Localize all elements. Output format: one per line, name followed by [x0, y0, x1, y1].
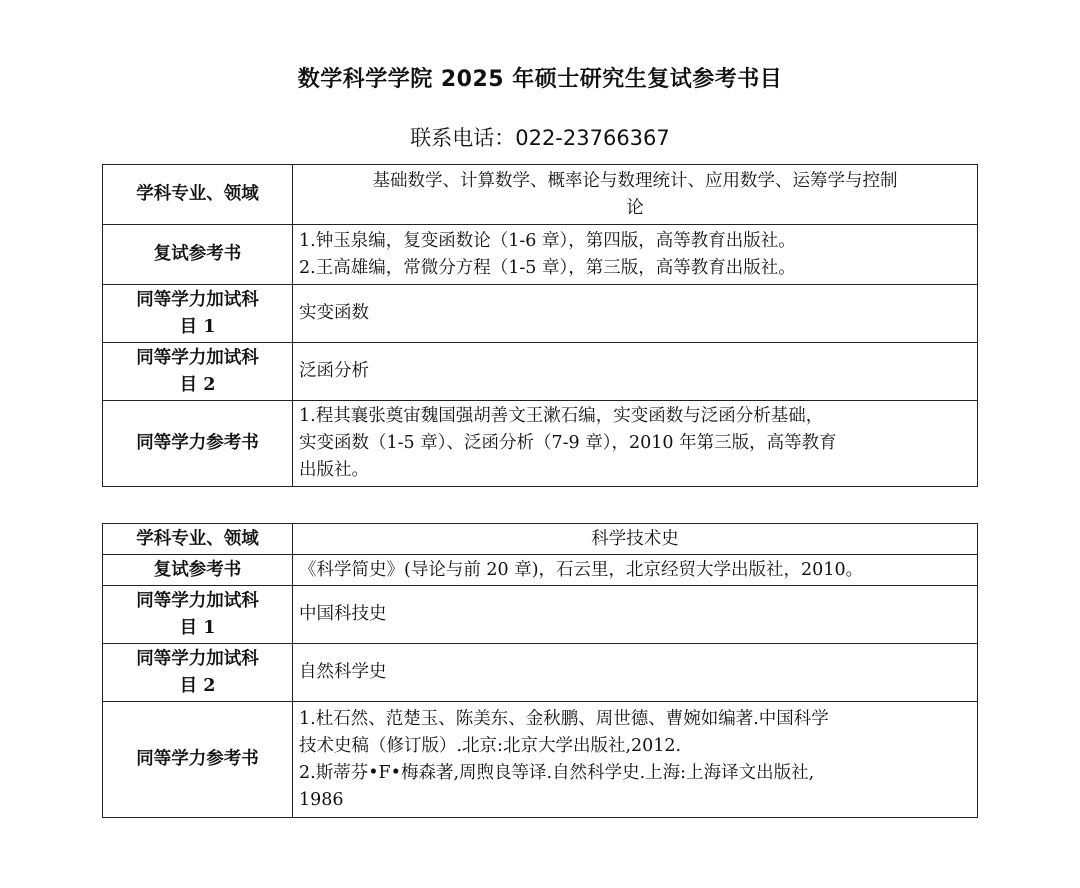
row-label: 同等学力参考书 [103, 702, 293, 818]
row-value: 实变函数 [293, 285, 978, 343]
row-value: 1.程其襄张奠宙魏国强胡善文王漱石编，实变函数与泛函分析基础， 实变函数（1-5 章）、泛函分析（7-9 章），2010 年第三版，高等教育 出版社。 [293, 401, 978, 487]
row-value: 泛函分析 [293, 343, 978, 401]
table-row [103, 555, 978, 586]
row-label: 复试参考书 [103, 225, 293, 285]
row-label: 同等学力加试科 目 1 [103, 586, 293, 644]
page-title: 数学科学学院 2025 年硕士研究生复试参考书目 [297, 67, 783, 92]
reference-table-math [102, 164, 978, 487]
table-row [103, 165, 978, 225]
table-row [103, 225, 978, 285]
contact-phone: 联系电话：022-23766367 [410, 126, 670, 150]
table-row [103, 702, 978, 818]
row-value: 科学技术史 [293, 524, 978, 555]
row-value: 《科学简史》(导论与前 20 章)，石云里，北京经贸大学出版社，2010。 [293, 555, 978, 586]
row-value: 自然科学史 [293, 644, 978, 702]
row-label: 同等学力加试科 目 1 [103, 285, 293, 343]
table-row [103, 524, 978, 555]
row-label: 同等学力加试科 目 2 [103, 644, 293, 702]
table-row [103, 343, 978, 401]
table-row [103, 644, 978, 702]
row-label: 同等学力参考书 [103, 401, 293, 487]
table-row [103, 285, 978, 343]
row-label: 学科专业、领域 [103, 524, 293, 555]
row-label: 同等学力加试科 目 2 [103, 343, 293, 401]
row-label: 复试参考书 [103, 555, 293, 586]
row-value: 1.钟玉泉编，复变函数论（1-6 章），第四版，高等教育出版社。 2.王高雄编，常微分方程（1-5 章），第三版，高等教育出版社。 [293, 225, 978, 285]
row-value: 基础数学、计算数学、概率论与数理统计、应用数学、运筹学与控制 论 [293, 165, 978, 225]
table-row [103, 586, 978, 644]
table-row [103, 401, 978, 487]
row-value: 中国科技史 [293, 586, 978, 644]
row-label: 学科专业、领域 [103, 165, 293, 225]
reference-table-history [102, 523, 978, 818]
row-value: 1.杜石然、范楚玉、陈美东、金秋鹏、周世德、曹婉如编著.中国科学 技术史稿（修订版）.北京:北京大学出版社,2012. 2.斯蒂芬•F•梅森著,周煦良等译.自然科学史.上海:上海译文出版社, 1986 [293, 702, 978, 818]
